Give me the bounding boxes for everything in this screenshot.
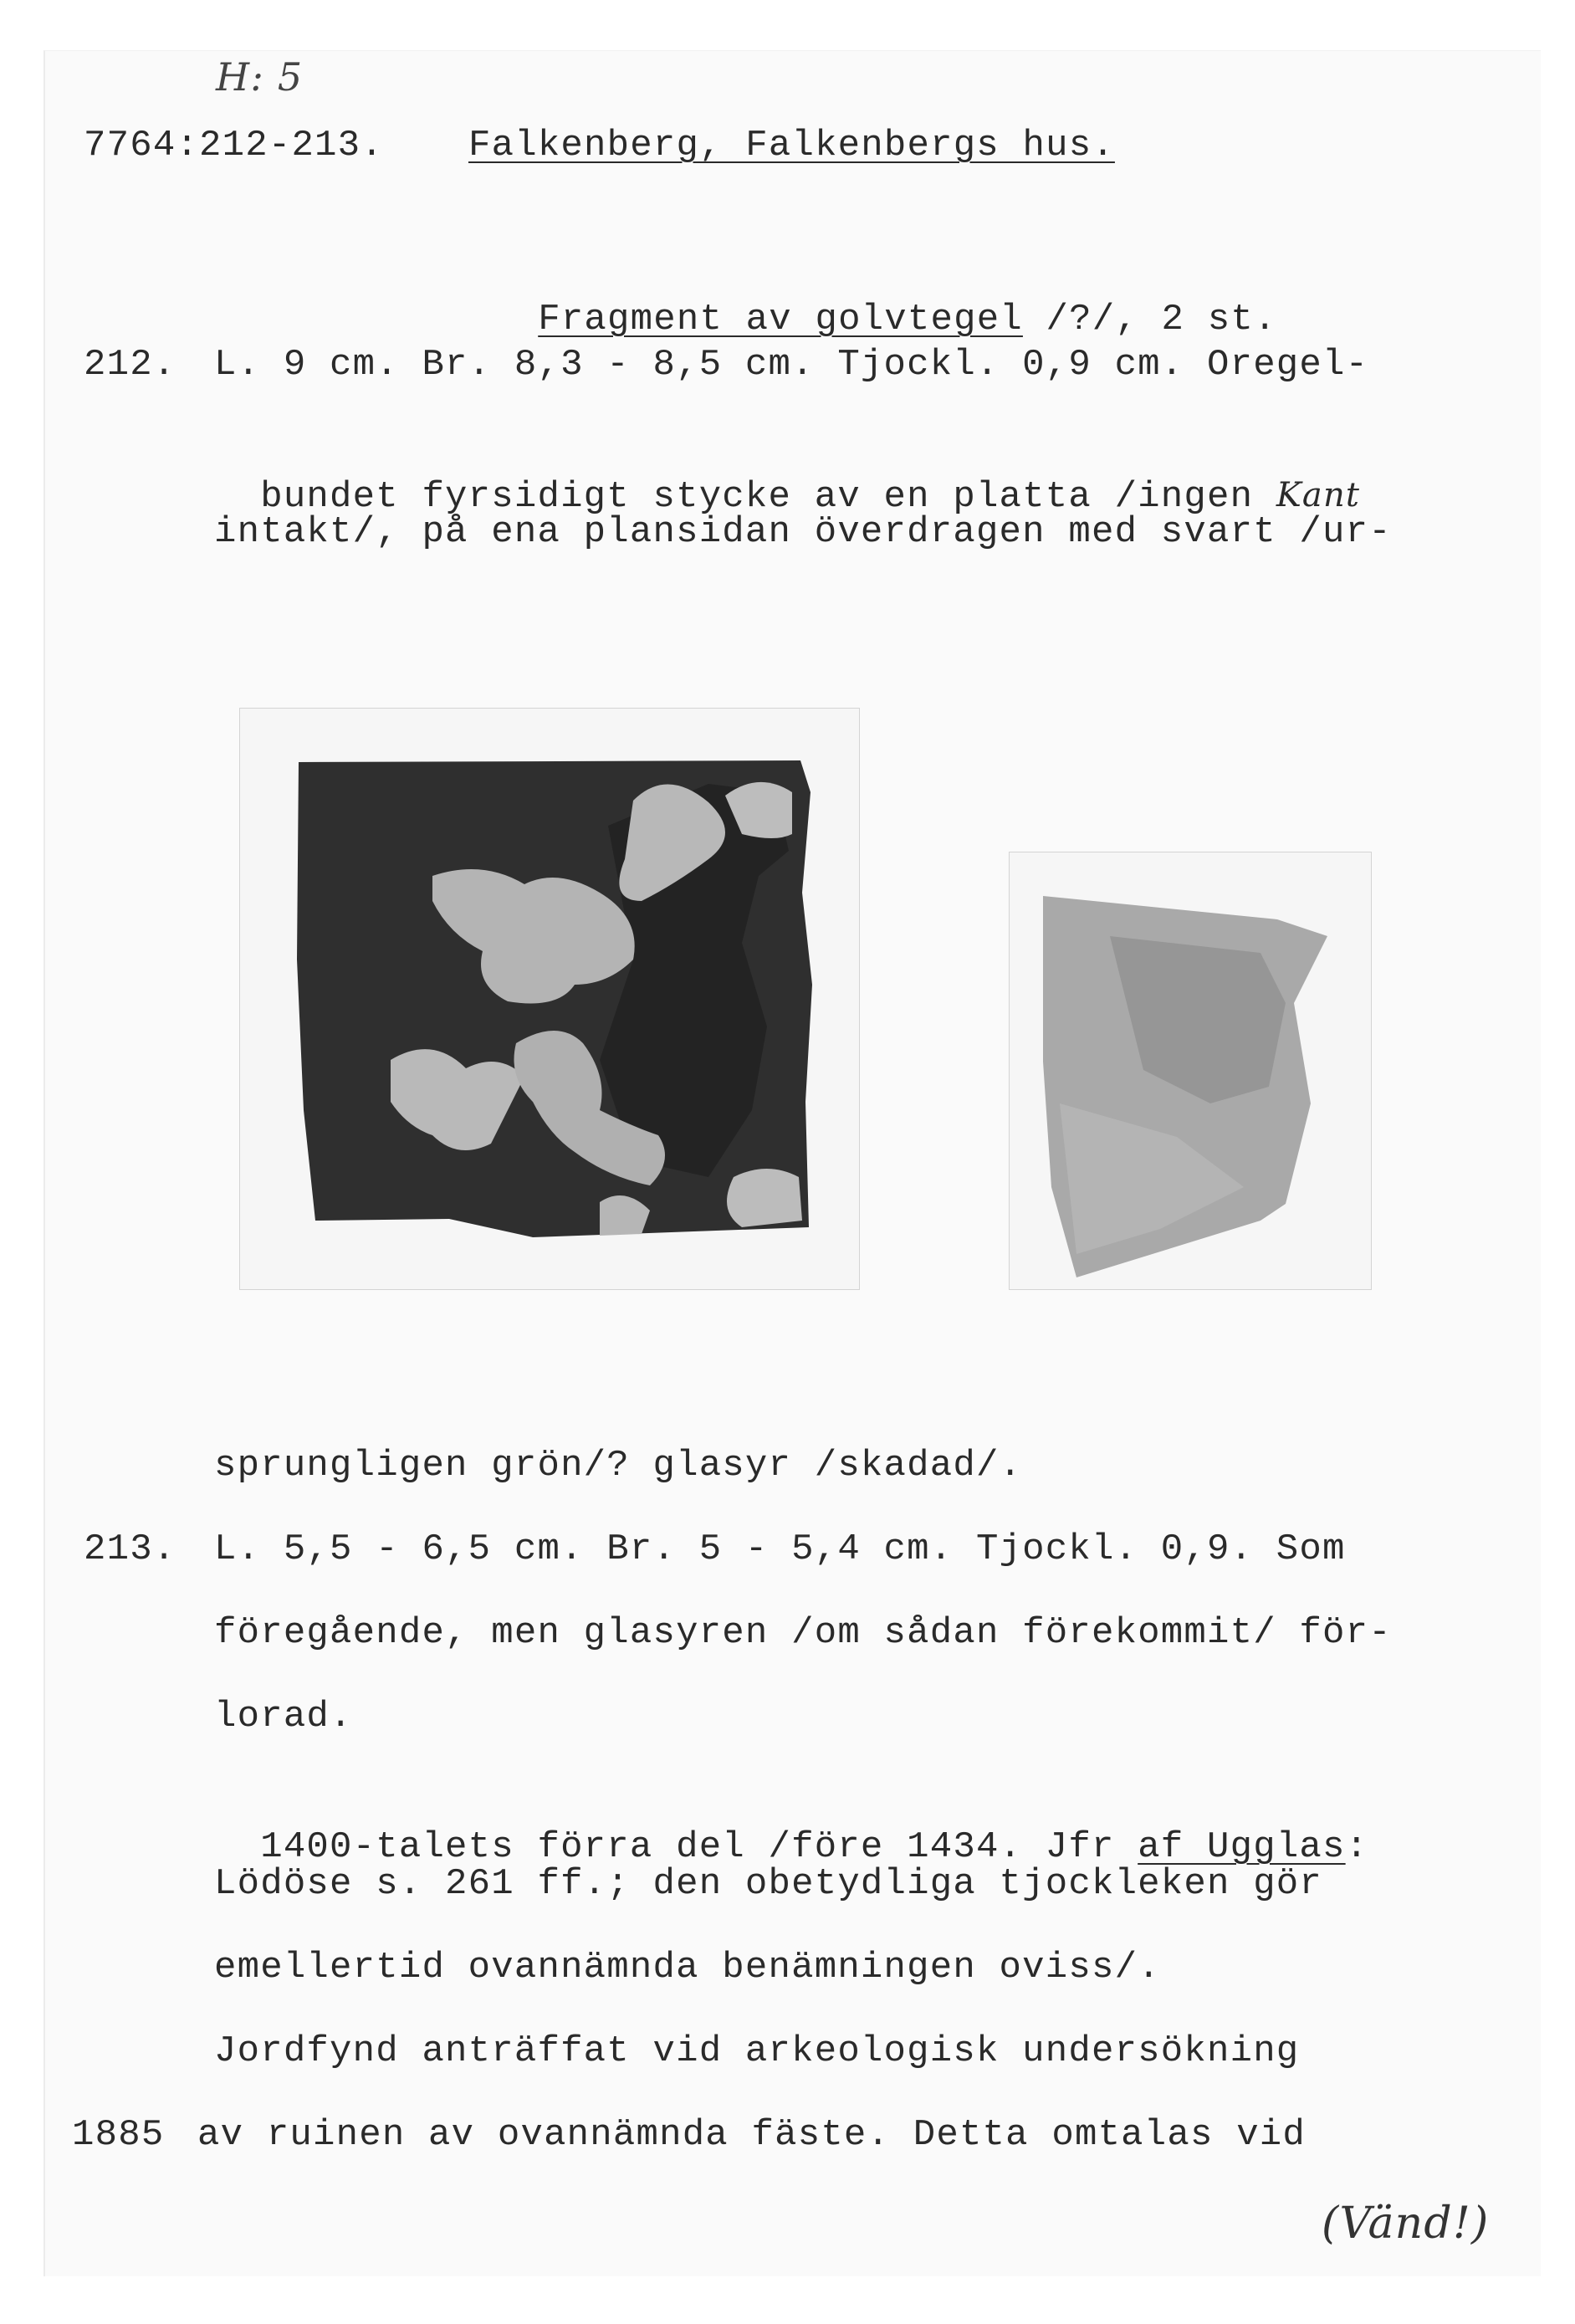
- dating-line-1: [214, 1777, 1368, 1871]
- entry-212-line-2: [214, 425, 1360, 520]
- entry-212-number: 212.: [84, 344, 176, 386]
- find-line-2: av ruinen av ovannämnda fäste. Detta omtalas vid: [197, 2114, 1307, 2156]
- entry-212-line-4: sprungligen grön/? glasyr /skadad/.: [214, 1445, 1023, 1487]
- dating-text-b: :: [1345, 1826, 1369, 1868]
- entry-212-line-2-text: bundet fyrsidigt stycke av en platta /ingen: [260, 476, 1276, 518]
- object-heading-underlined: Fragment av golvtegel: [538, 299, 1023, 340]
- entry-213-line-3: lorad.: [214, 1696, 353, 1738]
- handwritten-correction: Kant: [1276, 476, 1361, 514]
- object-heading: [492, 249, 1277, 343]
- catalog-number: 7764:212-213.: [84, 125, 384, 166]
- dating-line-3: emellertid ovannämnda benämningen oviss/.: [214, 1947, 1161, 1989]
- dating-line-2: Lödöse s. 261 ff.; den obetydliga tjockleken gör: [214, 1863, 1323, 1905]
- find-year: 1885: [72, 2114, 165, 2156]
- object-heading-rest: /?/, 2 st.: [1022, 299, 1277, 340]
- entry-213-line-2: föregående, men glasyren /om sådan förekommit/ för-: [214, 1612, 1392, 1654]
- location-title: Falkenberg, Falkenbergs hus.: [468, 125, 1115, 166]
- entry-213-line-1: L. 5,5 - 6,5 cm. Br. 5 - 5,4 cm. Tjockl. 0,9. Som: [214, 1528, 1346, 1570]
- entry-213-number: 213.: [84, 1528, 176, 1570]
- find-line-1: Jordfynd anträffat vid arkeologisk undersökning: [214, 2030, 1300, 2072]
- reference-author: af Ugglas: [1138, 1826, 1346, 1868]
- dating-text-a: 1400-talets förra del /före 1434. Jfr: [260, 1826, 1138, 1868]
- entry-212-line-1: L. 9 cm. Br. 8,3 - 8,5 cm. Tjockl. 0,9 cm. Oregel-: [214, 344, 1369, 386]
- photo-tile-fragment-213: [1009, 852, 1372, 1290]
- handwritten-mark: H: 5: [216, 54, 304, 100]
- photo-tile-fragment-212: [239, 708, 860, 1290]
- turn-page-note: (Vänd!): [1322, 2199, 1490, 2249]
- entry-212-line-3: intakt/, på ena plansidan överdragen med svart /ur-: [214, 511, 1392, 553]
